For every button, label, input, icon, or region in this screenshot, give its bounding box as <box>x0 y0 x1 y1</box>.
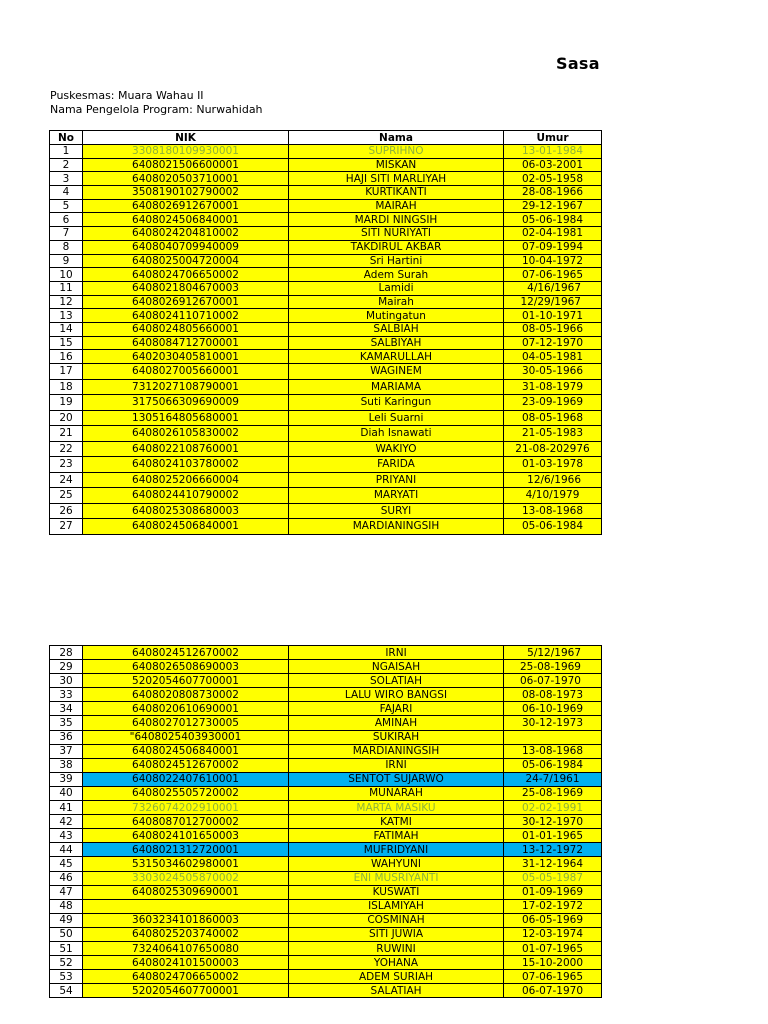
cell-nik: 6408022407610001 <box>83 772 289 786</box>
cell-no: 12 <box>50 295 83 309</box>
cell-no: 16 <box>50 350 83 364</box>
cell-no: 27 <box>50 519 83 535</box>
cell-no: 45 <box>50 857 83 871</box>
cell-no: 25 <box>50 488 83 504</box>
cell-no: 5 <box>50 199 83 213</box>
table-row <box>50 309 602 323</box>
cell-no: 50 <box>50 927 83 941</box>
table-row <box>50 488 602 504</box>
cell-nik: 3308180109930001 <box>83 145 289 159</box>
cell-nama: Leli Suarni <box>289 410 504 426</box>
cell-umur: 01-01-1965 <box>504 829 602 843</box>
table-row <box>50 503 602 519</box>
table-row <box>50 871 602 885</box>
cell-nik: 6408084712700001 <box>83 336 289 350</box>
table-row <box>50 268 602 282</box>
cell-umur: 13-01-1984 <box>504 145 602 159</box>
cell-umur: 06-07-1970 <box>504 984 602 998</box>
cell-no: 13 <box>50 309 83 323</box>
cell-no: 30 <box>50 674 83 688</box>
table-row <box>50 350 602 364</box>
cell-no: 22 <box>50 441 83 457</box>
cell-umur: 08-05-1966 <box>504 322 602 336</box>
cell-nik: 1305164805680001 <box>83 410 289 426</box>
cell-nama: MARDIANINGSIH <box>289 744 504 758</box>
cell-umur: 13-08-1968 <box>504 744 602 758</box>
cell-nama: MARDI NINGSIH <box>289 213 504 227</box>
cell-no: 19 <box>50 395 83 411</box>
table-row <box>50 240 602 254</box>
cell-nik: 6408024103780002 <box>83 457 289 473</box>
cell-nik: 6408024506840001 <box>83 519 289 535</box>
cell-nik: 6408024706650002 <box>83 970 289 984</box>
patient-table-1 <box>49 130 602 535</box>
cell-nik: 6408021312720001 <box>83 843 289 857</box>
cell-no: 37 <box>50 744 83 758</box>
cell-nama: MUFRIDYANI <box>289 843 504 857</box>
cell-no: 24 <box>50 472 83 488</box>
cell-nama: KUSWATI <box>289 885 504 899</box>
cell-umur: 4/10/1979 <box>504 488 602 504</box>
cell-nama: FARIDA <box>289 457 504 473</box>
cell-no: 43 <box>50 829 83 843</box>
table-row <box>50 379 602 395</box>
cell-umur: 28-08-1966 <box>504 186 602 200</box>
table-row <box>50 336 602 350</box>
cell-nama: KAMARULLAH <box>289 350 504 364</box>
cell-nama: MARIAMA <box>289 379 504 395</box>
cell-umur: 07-06-1965 <box>504 268 602 282</box>
cell-umur: 07-09-1994 <box>504 240 602 254</box>
cell-umur: 06-10-1969 <box>504 702 602 716</box>
cell-no: 52 <box>50 956 83 970</box>
cell-nik: 6408025004720004 <box>83 254 289 268</box>
cell-no: 11 <box>50 281 83 295</box>
cell-no: 23 <box>50 457 83 473</box>
cell-umur: 02-02-1991 <box>504 801 602 815</box>
cell-nik: 6408021804670003 <box>83 281 289 295</box>
table-row <box>50 145 602 159</box>
cell-umur: 12/6/1966 <box>504 472 602 488</box>
cell-no: 10 <box>50 268 83 282</box>
cell-no: 3 <box>50 172 83 186</box>
table-row <box>50 457 602 473</box>
cell-umur: 05-05-1987 <box>504 871 602 885</box>
cell-umur: 12-03-1974 <box>504 927 602 941</box>
cell-nik: 3175066309690009 <box>83 395 289 411</box>
table-row <box>50 395 602 411</box>
table-row <box>50 281 602 295</box>
table-row <box>50 885 602 899</box>
cell-no: 28 <box>50 646 83 660</box>
cell-no: 20 <box>50 410 83 426</box>
table-header-row <box>50 131 602 145</box>
cell-nama: SUPRIHNO <box>289 145 504 159</box>
cell-nama: MUNARAH <box>289 786 504 800</box>
cell-no: 21 <box>50 426 83 442</box>
puskesmas-label: Puskesmas: Muara Wahau II <box>50 89 204 102</box>
cell-umur: 24-7/1961 <box>504 772 602 786</box>
cell-nik: 6408027012730005 <box>83 716 289 730</box>
cell-no: 29 <box>50 660 83 674</box>
table-row <box>50 730 602 744</box>
cell-no: 38 <box>50 758 83 772</box>
cell-nik: 6408024101500003 <box>83 956 289 970</box>
cell-umur: 05-06-1984 <box>504 213 602 227</box>
cell-nama: SITI JUWIA <box>289 927 504 941</box>
cell-umur: 10-04-1972 <box>504 254 602 268</box>
document-title: Sasa <box>556 54 600 73</box>
cell-nik: 6408024110710002 <box>83 309 289 323</box>
table-row <box>50 472 602 488</box>
table-row <box>50 199 602 213</box>
cell-nik: 6408024506840001 <box>83 744 289 758</box>
cell-no: 6 <box>50 213 83 227</box>
cell-nama: FATIMAH <box>289 829 504 843</box>
table-row <box>50 913 602 927</box>
cell-no: 14 <box>50 322 83 336</box>
cell-nama: Suti Karingun <box>289 395 504 411</box>
cell-umur: 06-03-2001 <box>504 158 602 172</box>
cell-nama: SALBIAH <box>289 322 504 336</box>
table-row <box>50 829 602 843</box>
cell-nama: WAHYUNI <box>289 857 504 871</box>
cell-nama: ENI MUSRIYANTI <box>289 871 504 885</box>
cell-nik: 6408024204810002 <box>83 227 289 241</box>
cell-nik: 3303024505870002 <box>83 871 289 885</box>
cell-nik: 6408025309690001 <box>83 885 289 899</box>
table-row <box>50 786 602 800</box>
cell-umur: 21-05-1983 <box>504 426 602 442</box>
table-row <box>50 688 602 702</box>
cell-nama: AMINAH <box>289 716 504 730</box>
cell-nik: 6408024512670002 <box>83 758 289 772</box>
table-row <box>50 186 602 200</box>
cell-umur: 02-04-1981 <box>504 227 602 241</box>
cell-no: 35 <box>50 716 83 730</box>
cell-nik: 6408020503710001 <box>83 172 289 186</box>
cell-no: 46 <box>50 871 83 885</box>
cell-no: 1 <box>50 145 83 159</box>
table-row <box>50 758 602 772</box>
table-row <box>50 660 602 674</box>
cell-nama: MISKAN <box>289 158 504 172</box>
cell-nik: 6408022108760001 <box>83 441 289 457</box>
table-row <box>50 426 602 442</box>
cell-nik <box>83 899 289 913</box>
cell-umur: 06-07-1970 <box>504 674 602 688</box>
cell-umur: 30-12-1973 <box>504 716 602 730</box>
cell-nik: 6408024410790002 <box>83 488 289 504</box>
table-row <box>50 158 602 172</box>
cell-nama: SOLATIAH <box>289 674 504 688</box>
cell-nama: Mutingatun <box>289 309 504 323</box>
cell-nik: 6408020808730002 <box>83 688 289 702</box>
cell-umur: 30-12-1970 <box>504 815 602 829</box>
table-row <box>50 702 602 716</box>
table-row <box>50 213 602 227</box>
cell-nik: 6408024706650002 <box>83 268 289 282</box>
cell-no: 26 <box>50 503 83 519</box>
cell-umur: 31-12-1964 <box>504 857 602 871</box>
table-row <box>50 646 602 660</box>
table-row <box>50 674 602 688</box>
cell-nama: SUKIRAH <box>289 730 504 744</box>
cell-no: 2 <box>50 158 83 172</box>
table-row <box>50 815 602 829</box>
table-row <box>50 801 602 815</box>
header-no: No <box>50 131 83 145</box>
cell-umur: 08-08-1973 <box>504 688 602 702</box>
cell-nik: 6408026912670001 <box>83 295 289 309</box>
cell-umur: 01-10-1971 <box>504 309 602 323</box>
cell-nik: 6408026105830002 <box>83 426 289 442</box>
table-row <box>50 441 602 457</box>
table-row <box>50 254 602 268</box>
program-manager-label: Nama Pengelola Program: Nurwahidah <box>50 103 263 116</box>
cell-nik: 6408026912670001 <box>83 199 289 213</box>
cell-nik: 6408025203740002 <box>83 927 289 941</box>
cell-umur: 01-07-1965 <box>504 941 602 955</box>
cell-no: 18 <box>50 379 83 395</box>
cell-umur: 13-12-1972 <box>504 843 602 857</box>
cell-umur: 4/16/1967 <box>504 281 602 295</box>
table-row <box>50 364 602 380</box>
cell-nik: 5202054607700001 <box>83 984 289 998</box>
cell-umur: 05-06-1984 <box>504 519 602 535</box>
cell-nama: KATMI <box>289 815 504 829</box>
cell-nik: 7326074202910001 <box>83 801 289 815</box>
table-row <box>50 970 602 984</box>
cell-no: 40 <box>50 786 83 800</box>
cell-nama: IRNI <box>289 758 504 772</box>
cell-nama: SURYI <box>289 503 504 519</box>
cell-umur: 29-12-1967 <box>504 199 602 213</box>
header-nik: NIK <box>83 131 289 145</box>
cell-nama: LALU WIRO BANGSI <box>289 688 504 702</box>
cell-nik: 6408024101650003 <box>83 829 289 843</box>
cell-nama: MAIRAH <box>289 199 504 213</box>
cell-umur: 17-02-1972 <box>504 899 602 913</box>
cell-nama: MARYATI <box>289 488 504 504</box>
cell-nama: SALBIYAH <box>289 336 504 350</box>
cell-no: 9 <box>50 254 83 268</box>
cell-no: 53 <box>50 970 83 984</box>
header-nama: Nama <box>289 131 504 145</box>
table-row <box>50 322 602 336</box>
cell-no: 33 <box>50 688 83 702</box>
cell-no: 7 <box>50 227 83 241</box>
cell-no: 54 <box>50 984 83 998</box>
cell-no: 4 <box>50 186 83 200</box>
cell-no: 17 <box>50 364 83 380</box>
cell-umur: 04-05-1981 <box>504 350 602 364</box>
cell-umur: 25-08-1969 <box>504 660 602 674</box>
cell-nik: 6408025206660004 <box>83 472 289 488</box>
cell-nik: "6408025403930001 <box>83 730 289 744</box>
cell-nama: FAJARI <box>289 702 504 716</box>
cell-nik: 6408020610690001 <box>83 702 289 716</box>
cell-umur: 12/29/1967 <box>504 295 602 309</box>
cell-no: 42 <box>50 815 83 829</box>
cell-no: 51 <box>50 941 83 955</box>
cell-nik: 7312027108790001 <box>83 379 289 395</box>
cell-no: 8 <box>50 240 83 254</box>
cell-nik: 5315034602980001 <box>83 857 289 871</box>
cell-nama: WAGINEM <box>289 364 504 380</box>
cell-nik: 6408087012700002 <box>83 815 289 829</box>
cell-nama: PRIYANI <box>289 472 504 488</box>
table-row <box>50 843 602 857</box>
cell-nama: ISLAMIYAH <box>289 899 504 913</box>
cell-umur: 06-05-1969 <box>504 913 602 927</box>
table-row <box>50 716 602 730</box>
cell-nama: ADEM SURIAH <box>289 970 504 984</box>
cell-nik: 6408025308680003 <box>83 503 289 519</box>
cell-nama: SALATIAH <box>289 984 504 998</box>
cell-nik: 6408024805660001 <box>83 322 289 336</box>
cell-nik: 7324064107650080 <box>83 941 289 955</box>
cell-nama: Mairah <box>289 295 504 309</box>
cell-nama: Adem Surah <box>289 268 504 282</box>
table-row <box>50 772 602 786</box>
cell-nama: Diah Isnawati <box>289 426 504 442</box>
table-row <box>50 744 602 758</box>
cell-nik: 3603234101860003 <box>83 913 289 927</box>
cell-umur: 07-06-1965 <box>504 970 602 984</box>
cell-nik: 6408026508690003 <box>83 660 289 674</box>
table-row <box>50 956 602 970</box>
cell-nama: SITI NURIYATI <box>289 227 504 241</box>
cell-umur: 5/12/1967 <box>504 646 602 660</box>
cell-no: 48 <box>50 899 83 913</box>
table-row <box>50 941 602 955</box>
cell-umur: 13-08-1968 <box>504 503 602 519</box>
cell-umur: 05-06-1984 <box>504 758 602 772</box>
cell-nama: YOHANA <box>289 956 504 970</box>
table-row <box>50 410 602 426</box>
cell-no: 34 <box>50 702 83 716</box>
cell-no: 39 <box>50 772 83 786</box>
cell-no: 47 <box>50 885 83 899</box>
cell-nik: 5202054607700001 <box>83 674 289 688</box>
cell-nik: 6408027005660001 <box>83 364 289 380</box>
cell-nama: HAJI SITI MARLIYAH <box>289 172 504 186</box>
cell-no: 36 <box>50 730 83 744</box>
table-row <box>50 172 602 186</box>
table-row <box>50 857 602 871</box>
cell-umur: 21-08-202976 <box>504 441 602 457</box>
cell-umur: 30-05-1966 <box>504 364 602 380</box>
cell-umur: 25-08-1969 <box>504 786 602 800</box>
cell-umur: 31-08-1979 <box>504 379 602 395</box>
cell-umur: 02-05-1958 <box>504 172 602 186</box>
cell-nik: 6408021506600001 <box>83 158 289 172</box>
cell-nama: Sri Hartini <box>289 254 504 268</box>
table-row <box>50 519 602 535</box>
table-row <box>50 227 602 241</box>
cell-nik: 6402030405810001 <box>83 350 289 364</box>
cell-nik: 3508190102790002 <box>83 186 289 200</box>
cell-umur: 01-09-1969 <box>504 885 602 899</box>
cell-umur <box>504 730 602 744</box>
table-row <box>50 984 602 998</box>
cell-nik: 6408025505720002 <box>83 786 289 800</box>
cell-no: 44 <box>50 843 83 857</box>
cell-nama: Lamidi <box>289 281 504 295</box>
cell-nama: COSMINAH <box>289 913 504 927</box>
header-umur: Umur <box>504 131 602 145</box>
table-row <box>50 295 602 309</box>
cell-nama: WAKIYO <box>289 441 504 457</box>
cell-no: 15 <box>50 336 83 350</box>
cell-umur: 15-10-2000 <box>504 956 602 970</box>
cell-nama: RUWINI <box>289 941 504 955</box>
cell-nik: 6408024512670002 <box>83 646 289 660</box>
cell-nama: MARTA MASIKU <box>289 801 504 815</box>
cell-no: 41 <box>50 801 83 815</box>
cell-nama: IRNI <box>289 646 504 660</box>
cell-umur: 08-05-1968 <box>504 410 602 426</box>
cell-umur: 07-12-1970 <box>504 336 602 350</box>
cell-nama: SENTOT SUJARWO <box>289 772 504 786</box>
patient-table-2 <box>49 645 602 998</box>
cell-nama: KURTIKANTI <box>289 186 504 200</box>
cell-umur: 01-03-1978 <box>504 457 602 473</box>
cell-umur: 23-09-1969 <box>504 395 602 411</box>
cell-nama: MARDIANINGSIH <box>289 519 504 535</box>
cell-nik: 6408040709940009 <box>83 240 289 254</box>
cell-nama: NGAISAH <box>289 660 504 674</box>
cell-nik: 6408024506840001 <box>83 213 289 227</box>
cell-nama: TAKDIRUL AKBAR <box>289 240 504 254</box>
table-row <box>50 927 602 941</box>
cell-no: 49 <box>50 913 83 927</box>
table-row <box>50 899 602 913</box>
